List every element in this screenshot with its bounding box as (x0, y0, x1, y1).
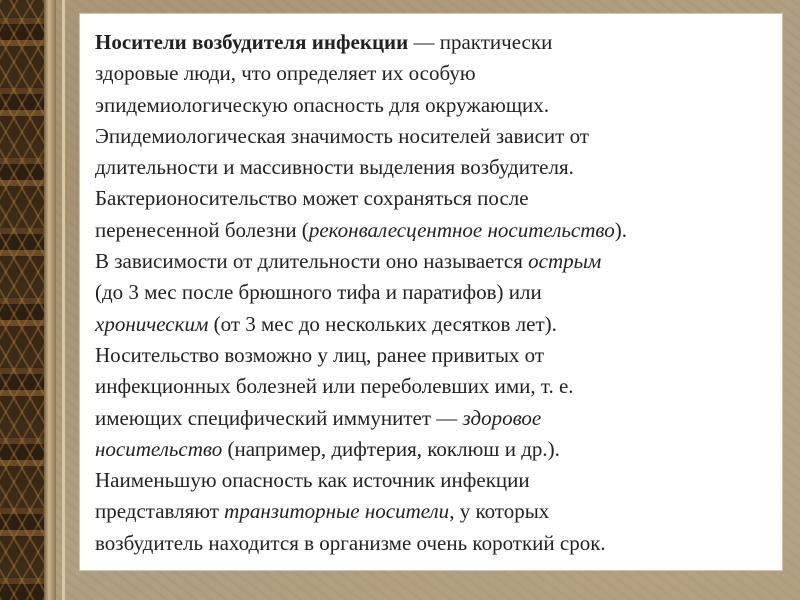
term-italic: транзиторные носители (224, 499, 450, 524)
text-line: возбудитель находится в организме очень короткий срок. (95, 530, 606, 555)
text-line: Носители возбудителя инфекции — практически (95, 30, 553, 54)
slide-body-text (95, 27, 785, 559)
text-line: эпидемиологическую опасность для окружающих. (95, 92, 550, 117)
term-italic: реконвалесцентное носительство (308, 217, 615, 242)
text-line: здоровые люди, что определяет их особую (95, 61, 476, 86)
text-line: хроническим (от 3 мес до нескольких десятков лет). (95, 311, 557, 336)
strip-line (62, 0, 65, 600)
text-line: инфекционных болезней или переболевших ими, т. е. (95, 374, 574, 399)
text-line: Бактерионосительство может сохраняться после (95, 186, 529, 211)
text-line: носительство (например, дифтерия, коклюш и др.). (95, 436, 560, 461)
text-line: представляют транзиторные носители, у которых (95, 499, 550, 524)
strip-border (44, 0, 56, 600)
term-italic: здоровое (462, 405, 542, 430)
term-italic: хроническим (95, 311, 209, 336)
text-line: Наименьшую опасность как источник инфекции (95, 468, 530, 493)
text-line: В зависимости от длительности оно называется острым (95, 249, 602, 274)
decorative-left-strip (0, 0, 44, 600)
term-bold: Носители возбудителя инфекции (95, 30, 409, 54)
term-italic: носительство (95, 436, 223, 461)
text-line: (до 3 мес после брюшного тифа и паратифов) или (95, 280, 542, 305)
text-line: длительности и массивности выделения возбудителя. (95, 155, 574, 180)
text-line: имеющих специфический иммунитет — здоровое (95, 405, 542, 430)
text-line: Эпидемиологическая значимость носителей зависит от (95, 123, 589, 148)
text-line: Носительство возможно у лиц, ранее привитых от (95, 342, 545, 367)
term-italic: острым (528, 249, 602, 274)
text-line: перенесенной болезни (реконвалесцентное носительство). (95, 217, 627, 242)
